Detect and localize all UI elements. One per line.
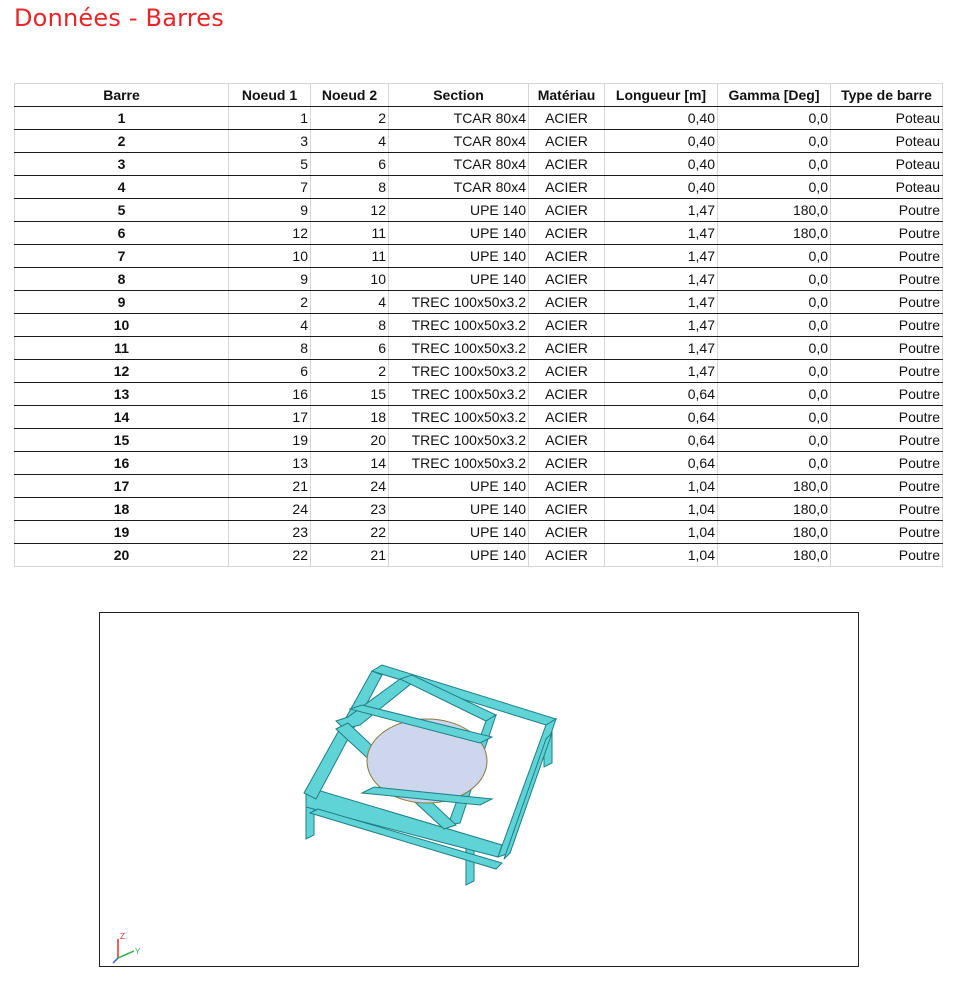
table-cell: 1 xyxy=(229,107,311,130)
table-cell: 0,40 xyxy=(605,130,718,153)
table-cell: 2 xyxy=(229,291,311,314)
table-cell: UPE 140 xyxy=(389,475,529,498)
table-cell: 4 xyxy=(229,314,311,337)
table-row xyxy=(15,268,943,291)
table-cell: 180,0 xyxy=(718,475,831,498)
table-cell: 180,0 xyxy=(718,544,831,567)
table-cell: 0,40 xyxy=(605,107,718,130)
table-cell: 21 xyxy=(311,544,389,567)
table-cell: 12 xyxy=(229,222,311,245)
table-cell: 5 xyxy=(229,153,311,176)
table-cell: 14 xyxy=(311,452,389,475)
table-row xyxy=(15,314,943,337)
table-cell: 15 xyxy=(15,429,229,452)
axis-triad xyxy=(113,932,141,963)
table-cell: 19 xyxy=(15,521,229,544)
table-cell: Poutre xyxy=(831,291,943,314)
table-cell: 0,0 xyxy=(718,360,831,383)
table-cell: UPE 140 xyxy=(389,521,529,544)
table-cell: Poutre xyxy=(831,406,943,429)
table-cell: 18 xyxy=(15,498,229,521)
table-row xyxy=(15,291,943,314)
column-header: Gamma [Deg] xyxy=(718,84,831,107)
table-cell: ACIER xyxy=(529,268,605,291)
table-cell: 6 xyxy=(229,360,311,383)
table-header-row xyxy=(15,84,943,107)
table-cell: Poutre xyxy=(831,199,943,222)
table-cell: ACIER xyxy=(529,498,605,521)
table-cell: 1,47 xyxy=(605,360,718,383)
table-cell: 0,64 xyxy=(605,383,718,406)
table-row xyxy=(15,130,943,153)
table-cell: 10 xyxy=(15,314,229,337)
table-row xyxy=(15,176,943,199)
table-cell: 0,0 xyxy=(718,337,831,360)
leg-2 xyxy=(466,845,474,885)
table-cell: ACIER xyxy=(529,521,605,544)
column-header: Section xyxy=(389,84,529,107)
table-cell: 1,04 xyxy=(605,544,718,567)
table-row xyxy=(15,153,943,176)
table-cell: 8 xyxy=(311,176,389,199)
table-cell: 17 xyxy=(15,475,229,498)
table-cell: 16 xyxy=(15,452,229,475)
column-header: Noeud 1 xyxy=(229,84,311,107)
table-cell: 8 xyxy=(229,337,311,360)
table-cell: TREC 100x50x3.2 xyxy=(389,337,529,360)
table-cell: ACIER xyxy=(529,107,605,130)
column-header: Longueur [m] xyxy=(605,84,718,107)
table-cell: 11 xyxy=(15,337,229,360)
table-row xyxy=(15,337,943,360)
table-cell: ACIER xyxy=(529,291,605,314)
table-cell: ACIER xyxy=(529,199,605,222)
table-cell: 0,64 xyxy=(605,452,718,475)
table-cell: ACIER xyxy=(529,360,605,383)
table-cell: Poutre xyxy=(831,383,943,406)
table-cell: Poteau xyxy=(831,130,943,153)
column-header: Type de barre xyxy=(831,84,943,107)
table-row xyxy=(15,383,943,406)
table-row xyxy=(15,452,943,475)
table-cell: ACIER xyxy=(529,429,605,452)
column-header: Barre xyxy=(15,84,229,107)
table-cell: 11 xyxy=(311,222,389,245)
table-cell: Poutre xyxy=(831,521,943,544)
table-cell: ACIER xyxy=(529,406,605,429)
table-cell: 1,04 xyxy=(605,521,718,544)
structure-3d-view[interactable] xyxy=(99,612,859,967)
table-cell: ACIER xyxy=(529,222,605,245)
table-cell: 21 xyxy=(229,475,311,498)
table-body xyxy=(15,107,943,567)
table-cell: 2 xyxy=(311,360,389,383)
table-cell: Poutre xyxy=(831,429,943,452)
table-cell: TREC 100x50x3.2 xyxy=(389,291,529,314)
table-cell: Poteau xyxy=(831,153,943,176)
table-cell: ACIER xyxy=(529,314,605,337)
table-cell: 9 xyxy=(15,291,229,314)
table-cell: 10 xyxy=(229,245,311,268)
table-cell: ACIER xyxy=(529,176,605,199)
table-cell: 22 xyxy=(311,521,389,544)
table-cell: 0,0 xyxy=(718,245,831,268)
steel-frame-structure xyxy=(304,665,556,885)
table-cell: 8 xyxy=(15,268,229,291)
table-cell: 0,0 xyxy=(718,153,831,176)
table-cell: 17 xyxy=(229,406,311,429)
table-cell: 12 xyxy=(311,199,389,222)
column-header: Noeud 2 xyxy=(311,84,389,107)
table-cell: UPE 140 xyxy=(389,498,529,521)
table-cell: Poutre xyxy=(831,498,943,521)
table-cell: Poutre xyxy=(831,222,943,245)
table-cell: 20 xyxy=(311,429,389,452)
axis-x-line xyxy=(113,958,118,963)
table-cell: 0,0 xyxy=(718,383,831,406)
axis-y-line xyxy=(118,951,134,958)
table-cell: 0,0 xyxy=(718,406,831,429)
table-cell: 0,40 xyxy=(605,176,718,199)
table-cell: 3 xyxy=(229,130,311,153)
table-cell: 1,04 xyxy=(605,498,718,521)
table-cell: 180,0 xyxy=(718,498,831,521)
table-row xyxy=(15,429,943,452)
table-cell: 13 xyxy=(229,452,311,475)
table-cell: 0,0 xyxy=(718,429,831,452)
table-cell: TREC 100x50x3.2 xyxy=(389,406,529,429)
table-cell: ACIER xyxy=(529,452,605,475)
table-cell: 0,0 xyxy=(718,452,831,475)
table-cell: 6 xyxy=(311,153,389,176)
table-cell: Poteau xyxy=(831,107,943,130)
table-cell: 1,47 xyxy=(605,314,718,337)
table-row xyxy=(15,222,943,245)
table-row xyxy=(15,475,943,498)
table-cell: 10 xyxy=(311,268,389,291)
table-cell: UPE 140 xyxy=(389,268,529,291)
table-row xyxy=(15,406,943,429)
table-cell: 7 xyxy=(229,176,311,199)
table-cell: ACIER xyxy=(529,383,605,406)
table-row xyxy=(15,245,943,268)
table-cell: Poutre xyxy=(831,475,943,498)
table-row xyxy=(15,521,943,544)
table-cell: 1,47 xyxy=(605,291,718,314)
table-cell: ACIER xyxy=(529,153,605,176)
table-cell: 0,0 xyxy=(718,291,831,314)
table-cell: 9 xyxy=(229,199,311,222)
table-cell: 24 xyxy=(311,475,389,498)
table-cell: 7 xyxy=(15,245,229,268)
table-cell: Poutre xyxy=(831,314,943,337)
table-cell: TCAR 80x4 xyxy=(389,176,529,199)
table-row xyxy=(15,360,943,383)
table-cell: 1,47 xyxy=(605,222,718,245)
table-cell: 0,40 xyxy=(605,153,718,176)
table-cell: 23 xyxy=(229,521,311,544)
table-cell: 16 xyxy=(229,383,311,406)
table-cell: Poutre xyxy=(831,245,943,268)
table-row xyxy=(15,498,943,521)
table-cell: TCAR 80x4 xyxy=(389,153,529,176)
table-cell: 18 xyxy=(311,406,389,429)
table-cell: 3 xyxy=(15,153,229,176)
table-cell: 180,0 xyxy=(718,521,831,544)
table-cell: 4 xyxy=(311,130,389,153)
table-row xyxy=(15,544,943,567)
table-cell: UPE 140 xyxy=(389,222,529,245)
table-cell: TREC 100x50x3.2 xyxy=(389,314,529,337)
table-cell: ACIER xyxy=(529,337,605,360)
table-cell: TCAR 80x4 xyxy=(389,130,529,153)
table-cell: TREC 100x50x3.2 xyxy=(389,360,529,383)
table-cell: ACIER xyxy=(529,544,605,567)
table-cell: 0,0 xyxy=(718,176,831,199)
table-cell: Poutre xyxy=(831,544,943,567)
table-cell: 1,47 xyxy=(605,337,718,360)
table-cell: UPE 140 xyxy=(389,544,529,567)
table-cell: ACIER xyxy=(529,475,605,498)
table-cell: 1,47 xyxy=(605,199,718,222)
table-cell: 180,0 xyxy=(718,222,831,245)
axis-y-label: Y xyxy=(135,947,141,956)
table-cell: 0,0 xyxy=(718,107,831,130)
table-cell: 8 xyxy=(311,314,389,337)
table-cell: UPE 140 xyxy=(389,199,529,222)
table-cell: Poutre xyxy=(831,452,943,475)
table-cell: TREC 100x50x3.2 xyxy=(389,452,529,475)
table-cell: 19 xyxy=(229,429,311,452)
table-cell: ACIER xyxy=(529,130,605,153)
table-cell: 24 xyxy=(229,498,311,521)
lower-rail-right xyxy=(504,733,552,859)
table-cell: 0,0 xyxy=(718,268,831,291)
table-cell: 6 xyxy=(15,222,229,245)
table-cell: 180,0 xyxy=(718,199,831,222)
table-row xyxy=(15,199,943,222)
table-cell: Poutre xyxy=(831,337,943,360)
table-cell: 1,04 xyxy=(605,475,718,498)
bars-table xyxy=(14,83,943,567)
table-cell: 14 xyxy=(15,406,229,429)
table-cell: 15 xyxy=(311,383,389,406)
table-cell: 5 xyxy=(15,199,229,222)
table-cell: TREC 100x50x3.2 xyxy=(389,429,529,452)
table-cell: 11 xyxy=(311,245,389,268)
table-cell: 1 xyxy=(15,107,229,130)
table-cell: 4 xyxy=(15,176,229,199)
table-cell: 0,0 xyxy=(718,130,831,153)
axis-z-label: Z xyxy=(120,932,125,941)
table-cell: 2 xyxy=(15,130,229,153)
table-cell: ACIER xyxy=(529,245,605,268)
table-cell: 0,0 xyxy=(718,314,831,337)
table-cell: 0,64 xyxy=(605,406,718,429)
table-cell: 22 xyxy=(229,544,311,567)
table-cell: 9 xyxy=(229,268,311,291)
table-cell: 6 xyxy=(311,337,389,360)
table-cell: 1,47 xyxy=(605,268,718,291)
table-cell: 1,47 xyxy=(605,245,718,268)
table-row xyxy=(15,107,943,130)
column-header: Matériau xyxy=(529,84,605,107)
table-cell: 12 xyxy=(15,360,229,383)
table-cell: 13 xyxy=(15,383,229,406)
structure-drawing xyxy=(100,613,858,966)
table-cell: TCAR 80x4 xyxy=(389,107,529,130)
table-cell: TREC 100x50x3.2 xyxy=(389,383,529,406)
table-cell: Poteau xyxy=(831,176,943,199)
table-cell: Poutre xyxy=(831,268,943,291)
table-cell: 23 xyxy=(311,498,389,521)
table-cell: Poutre xyxy=(831,360,943,383)
table-cell: 20 xyxy=(15,544,229,567)
table-cell: 0,64 xyxy=(605,429,718,452)
table-cell: 2 xyxy=(311,107,389,130)
table-cell: UPE 140 xyxy=(389,245,529,268)
table-cell: 4 xyxy=(311,291,389,314)
page-title: Données - Barres xyxy=(14,4,224,32)
